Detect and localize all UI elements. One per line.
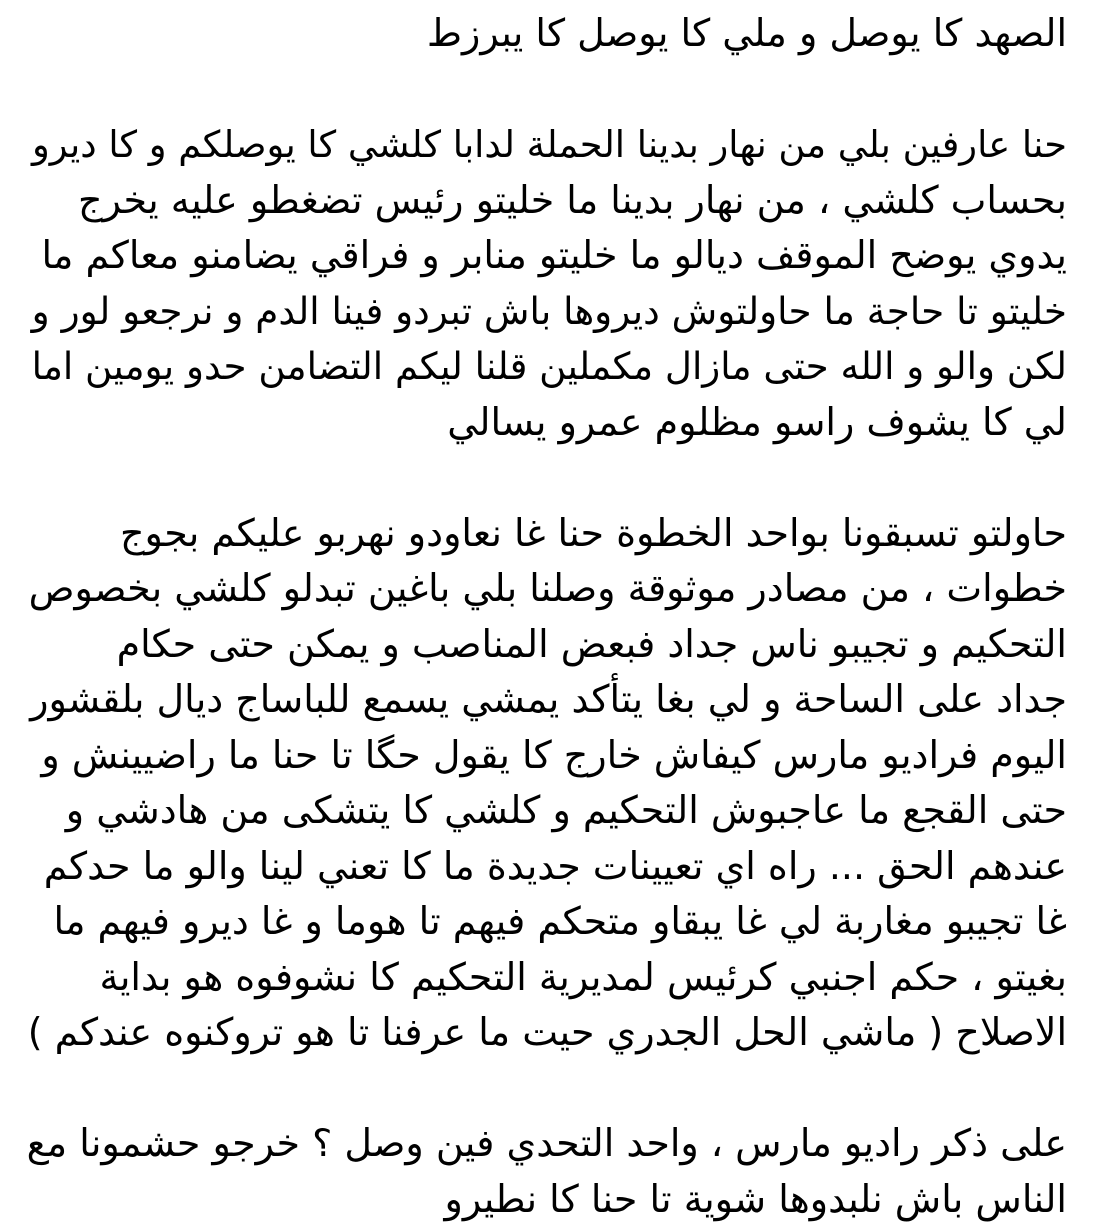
paragraph-3 (26, 506, 1067, 1061)
text-line: لي كا يشوف راسو مظلوم عمرو يسالي (26, 395, 1067, 451)
text-line: على ذكر راديو مارس ، واحد التحدي فين وصل ؟ خرجو حشمونا مع (26, 1116, 1067, 1172)
text-line: الصهد كا يوصل و ملي كا يوصل كا يبرزط (26, 6, 1067, 62)
text-line: بحساب كلشي ، من نهار بدينا ما خليتو رئيس تضغطو عليه يخرج (26, 173, 1067, 229)
text-line: الناس باش نلبدوها شوية تا حنا كا نطيرو (26, 1172, 1067, 1227)
text-line: عندهم الحق ... راه اي تعيينات جديدة ما كا تعني لينا والو ما حدكم (26, 839, 1067, 895)
text-line: التحكيم و تجيبو ناس جداد فبعض المناصب و يمكن حتى حكام (26, 617, 1067, 673)
text-line: يدوي يوضح الموقف ديالو ما خليتو منابر و فراقي يضامنو معاكم ما (26, 228, 1067, 284)
paragraph-2 (26, 117, 1067, 450)
text-line: بغيتو ، حكم اجنبي كرئيس لمديرية التحكيم كا نشوفوه هو بداية (26, 950, 1067, 1006)
paragraph-gap (26, 450, 1067, 506)
text-line: خليتو تا حاجة ما حاولتوش ديروها باش تبردو فينا الدم و نرجعو لور و (26, 284, 1067, 340)
paragraph-gap (26, 62, 1067, 118)
paragraph-4 (26, 1116, 1067, 1227)
text-line: حتى القجع ما عاجبوش التحكيم و كلشي كا يتشكى من هادشي و (26, 783, 1067, 839)
text-line: حنا عارفين بلي من نهار بدينا الحملة لدابا كلشي كا يوصلكم و كا ديرو (26, 117, 1067, 173)
paragraph-gap (26, 1061, 1067, 1117)
text-line: اليوم فراديو مارس كيفاش خارج كا يقول حگا تا حنا ما راضيينش و (26, 728, 1067, 784)
text-line: خطوات ، من مصادر موثوقة وصلنا بلي باغين تبدلو كلشي بخصوص (26, 561, 1067, 617)
text-line: غا تجيبو مغاربة لي غا يبقاو متحكم فيهم تا هوما و غا ديرو فيهم ما (26, 894, 1067, 950)
text-line: لكن والو و الله حتى مازال مكملين قلنا ليكم التضامن حدو يومين اما (26, 339, 1067, 395)
text-line: جداد على الساحة و لي بغا يتأكد يمشي يسمع للباساج ديال بلقشور (26, 672, 1067, 728)
text-line: حاولتو تسبقونا بواحد الخطوة حنا غا نعاودو نهربو عليكم بجوج (26, 506, 1067, 562)
paragraph-1 (26, 6, 1067, 62)
text-line: الاصلاح ( ماشي الحل الجدري حيت ما عرفنا تا هو تروكنوه عندكم ) (26, 1005, 1067, 1061)
